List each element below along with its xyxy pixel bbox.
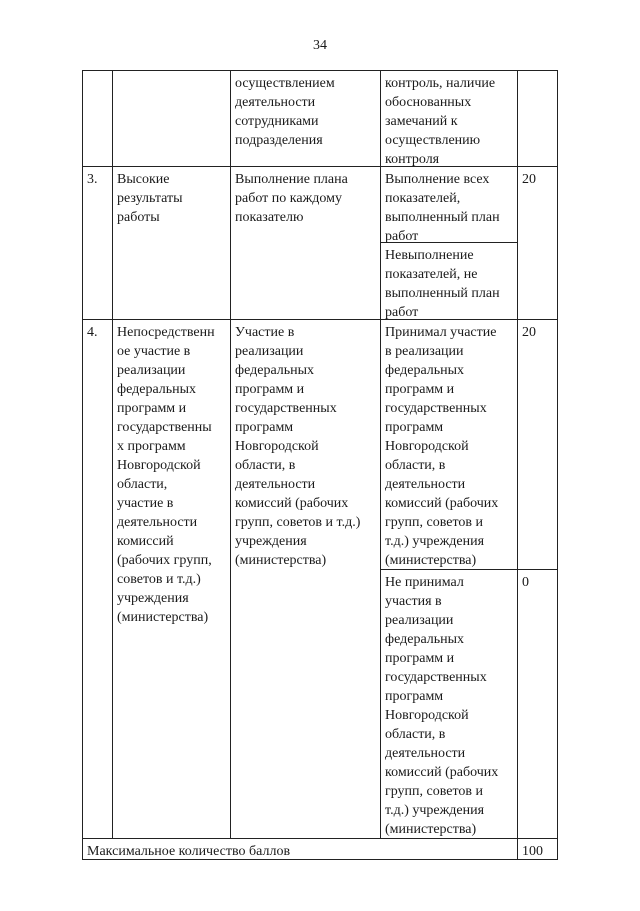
row4-criterion: Участие в реализации федеральных программ и государственных программ Новгородской области, в деятельности комиссий (рабочих групп, советов и т.д.) учреждения (министерства) (235, 325, 361, 568)
page-number: 34 (313, 38, 327, 53)
table-line (557, 70, 558, 860)
row3-number: 3. (87, 172, 98, 187)
continuation-criterion-cell: осуществлением деятельности сотрудниками подразделения (235, 76, 335, 148)
row4-points-not-participated: 0 (522, 575, 529, 590)
row4-points-participated: 20 (522, 325, 536, 340)
row3-points: 20 (522, 172, 536, 187)
max-points-label: Максимальное количество баллов (87, 844, 291, 859)
max-points-total: 100 (522, 844, 543, 859)
row3-criterion: Выполнение плана работ по каждому показателю (235, 172, 348, 225)
row4-condition-participated: Принимал участие в реализации федеральных программ и государственных программ Новгородской области, в деятельности комиссий (рабочих групп, советов и т.д.) учреждения (министерства) (385, 325, 499, 568)
table-line (82, 70, 558, 71)
row3-condition-met: Выполнение всех показателей, выполненный план работ (385, 172, 500, 244)
row4-condition-not-participated: Не принимал участия в реализации федеральных программ и государственных программ Новгородской области, в деятельности комиссий (рабочих групп, советов и т.д.) учреждения (министерства) (385, 575, 499, 837)
row3-condition-not-met: Невыполнение показателей, не выполненный план работ (385, 248, 500, 320)
row4-number: 4. (87, 325, 98, 340)
row3-indicator: Высокие результаты работы (117, 172, 183, 225)
row4-indicator: Непосредственн ое участие в реализации федеральных программ и государственны х программ Новгородской области, участие в деятельности комиссий (рабочих групп, советов и т.д.) учреждения (министерства) (117, 325, 215, 625)
continuation-condition-cell: контроль, наличие обоснованных замечаний к осуществлению контроля (385, 76, 496, 167)
